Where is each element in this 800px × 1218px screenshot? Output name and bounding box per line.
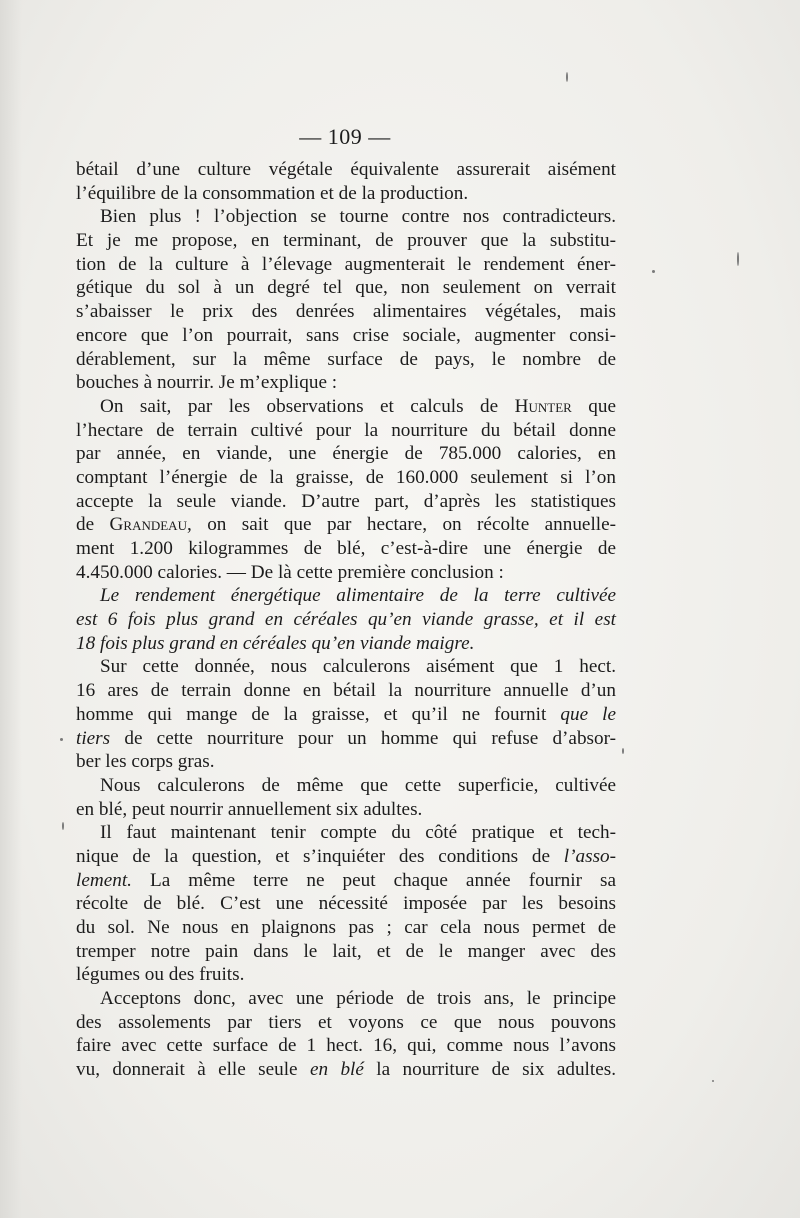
paper-speck [712, 1080, 714, 1082]
page-binding-shadow [0, 0, 22, 1218]
text-line: Et je me propose, en terminant, de prouver que la substitu- [76, 230, 616, 252]
text-line: Sur cette donnée, nous calculerons aisément que 1 hect. [100, 656, 616, 678]
text-line: Bien plus ! l’objection se tourne contre nos contradicteurs. [100, 206, 616, 228]
text-line [76, 727, 616, 751]
text-line [76, 1058, 616, 1082]
paper-speck [60, 738, 63, 741]
text-line: encore que l’on pourrait, sans crise sociale, augmenter consi- [76, 324, 616, 346]
text-line [76, 513, 616, 537]
text-segment: que [588, 395, 616, 417]
paper-speck [737, 252, 739, 266]
text-line: Il faut maintenant tenir compte du côté pratique et tech- [100, 822, 616, 844]
text-segment: la nourriture de six adultes. [376, 1059, 616, 1081]
emphasis: l’asso- [563, 845, 617, 867]
text-line: en blé, peut nourrir annuellement six adultes. [76, 798, 423, 820]
text-segment: de cette nourriture pour un homme qui refuse d’absor- [124, 727, 616, 749]
paper-speck [622, 748, 624, 754]
body-text [76, 158, 616, 1082]
author-name: Grandeau, [109, 514, 192, 536]
text-line: ber les corps gras. [76, 751, 215, 773]
text-line: ment 1.200 kilogrammes de blé, c’est-à-dire une énergie de [76, 538, 616, 559]
text-line: Nous calculerons de même que cette superficie, cultivée [100, 774, 616, 796]
text-line: Le rendement énergétique alimentaire de la terre cultivée [100, 585, 616, 607]
emphasis: en blé [309, 1059, 364, 1081]
text-line: l’équilibre de la consommation et de la production. [76, 182, 469, 204]
text-line: bouches à nourrir. Je m’explique : [76, 372, 338, 394]
paper-speck [62, 822, 64, 830]
text-line: comptant l’énergie de la graisse, de 160.000 seulement si l’on [76, 466, 616, 488]
text-line [76, 703, 616, 727]
text-line: gétique du sol à un degré tel que, non seulement on verrait [76, 277, 616, 299]
text-segment: on sait que par hectare, on récolte annuelle- [207, 514, 617, 536]
text-line: 18 fois plus grand en céréales qu’en viande maigre. [76, 632, 475, 654]
text-line [76, 395, 616, 419]
text-line: du sol. Ne nous en plaignons pas ; car cela nous permet de [76, 917, 616, 938]
text-line: est 6 fois plus grand en céréales qu’en viande grasse, et il est [76, 609, 616, 631]
text-line: par année, en viande, une énergie de 785.000 calories, en [76, 443, 616, 465]
emphasis: lement. [76, 869, 132, 891]
text-line [76, 845, 616, 869]
text-segment: homme qui mange de la graisse, et qu’il ne fournit [76, 703, 547, 725]
emphasis: que le [560, 703, 616, 725]
text-segment: de [76, 514, 95, 536]
text-line: bétail d’une culture végétale équivalente assurerait aisément [76, 159, 616, 180]
text-line: tremper notre pain dans le lait, et de le manger avec des [76, 940, 616, 962]
text-line: 16 ares de terrain donne en bétail la nourriture annuelle d’un [76, 680, 616, 702]
emphasis: tiers [76, 727, 111, 749]
text-line: faire avec cette surface de 1 hect. 16, qui, comme nous l’avons [76, 1035, 616, 1057]
paper-speck [652, 270, 655, 273]
text-line: accepte la seule viande. D’autre part, d’après les statistiques [76, 490, 616, 512]
text-segment: nique de la question, et s’inquiéter des conditions de [76, 845, 551, 867]
text-segment: On sait, par les observations et calculs de [100, 395, 499, 417]
text-line: Acceptons donc, avec une période de trois ans, le principe [100, 988, 616, 1010]
text-line: récolte de blé. C’est une nécessité imposée par les besoins [76, 893, 616, 915]
text-segment: La même terre ne peut chaque année fournir sa [150, 869, 617, 891]
text-line: l’hectare de terrain cultivé pour la nourriture du bétail donne [76, 419, 616, 441]
author-name: Hunter [514, 395, 572, 417]
text-line: tion de la culture à l’élevage augmenterait le rendement éner- [76, 253, 616, 275]
page-number: — 109 — [299, 124, 391, 149]
text-line: dérablement, sur la même surface de pays, le nombre de [76, 348, 616, 370]
text-line: légumes ou des fruits. [76, 964, 245, 986]
text-segment: vu, donnerait à elle seule [76, 1059, 298, 1081]
text-line: des assolements par tiers et voyons ce que nous pouvons [76, 1011, 616, 1033]
text-line: 4.450.000 calories. — De là cette première conclusion : [76, 561, 504, 583]
text-line: s’abaisser le prix des denrées alimentaires végétales, mais [76, 301, 616, 323]
paper-speck [566, 72, 568, 82]
text-line [76, 869, 616, 893]
